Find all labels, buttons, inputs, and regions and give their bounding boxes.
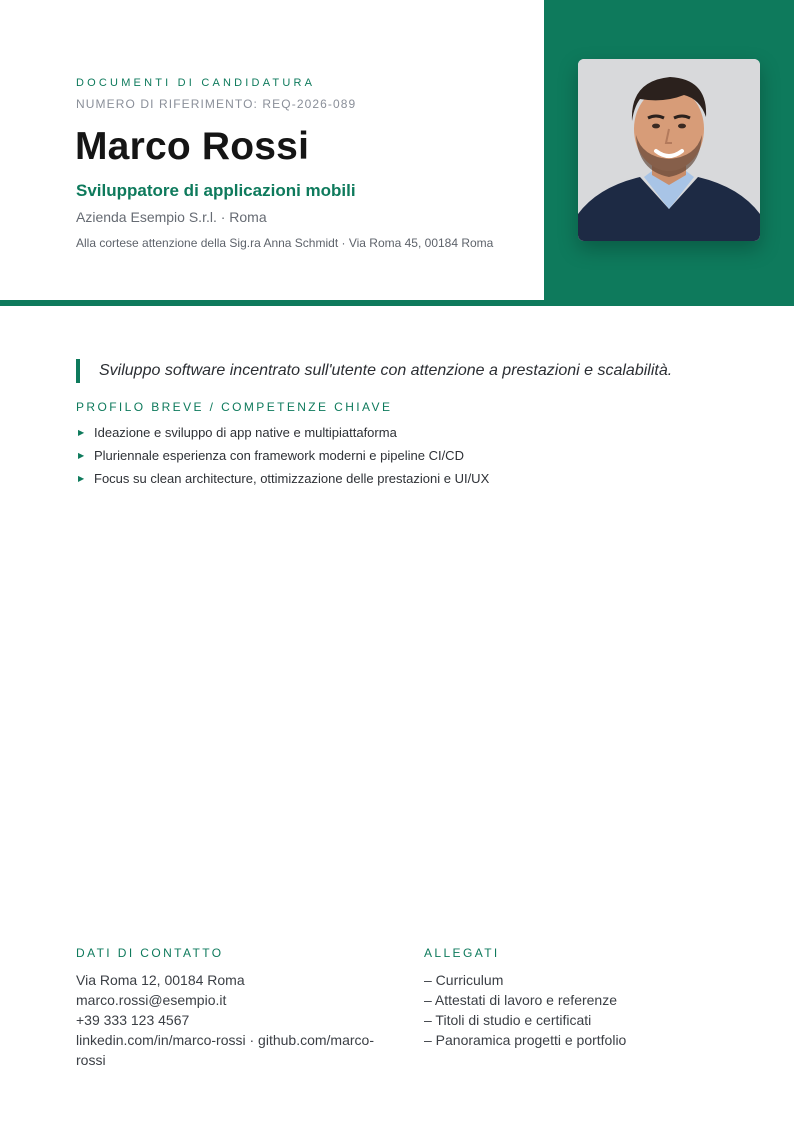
recipient-address: Alla cortese attenzione della Sig.ra Anna Schmidt · Via Roma 45, 00184 Roma	[76, 236, 494, 250]
list-item	[76, 447, 489, 470]
company-location: Azienda Esempio S.r.l. · Roma	[76, 209, 267, 225]
skill-text: Focus su clean architecture, ottimizzazione delle prestazioni e UI/UX	[94, 471, 490, 486]
contact-section-title: DATI DI CONTATTO	[76, 946, 224, 960]
skill-text: Ideazione e sviluppo di app native e multipiattaforma	[94, 425, 397, 440]
tagline-quote: Sviluppo software incentrato sull'utente con attenzione a prestazioni e scalabilità.	[76, 359, 739, 383]
bullet-arrow-icon: ▶	[78, 451, 85, 460]
contact-phone[interactable]: +39 333 123 4567	[76, 1012, 190, 1028]
attachment-item: – Panoramica progetti e portfolio	[424, 1032, 627, 1048]
attachment-item: – Attestati di lavoro e referenze	[424, 992, 617, 1008]
skill-text: Pluriennale esperienza con framework moderni e pipeline CI/CD	[94, 448, 464, 463]
job-title: Sviluppatore di applicazioni mobili	[76, 181, 356, 200]
header-divider	[0, 300, 794, 306]
attachments-list	[424, 970, 724, 1050]
skills-list	[76, 424, 489, 493]
applicant-name: Marco Rossi	[75, 125, 310, 168]
list-item	[76, 470, 489, 493]
portrait-image	[578, 59, 760, 241]
attachment-item: – Titoli di studio e certificati	[424, 1012, 592, 1028]
bullet-arrow-icon: ▶	[78, 474, 85, 483]
list-item	[76, 424, 489, 447]
bullet-arrow-icon: ▶	[78, 428, 85, 437]
attachment-item: – Curriculum	[424, 972, 504, 988]
profile-photo	[578, 59, 760, 241]
attachments-section-title: ALLEGATI	[424, 946, 500, 960]
reference-number: NUMERO DI RIFERIMENTO: REQ-2026-089	[76, 97, 357, 111]
contact-address: Via Roma 12, 00184 Roma	[76, 972, 245, 988]
profile-section-title: PROFILO BREVE / COMPETENZE CHIAVE	[76, 400, 393, 414]
contact-links[interactable]: linkedin.com/in/marco-rossi · github.com/marco-rossi	[76, 1032, 374, 1068]
contact-details	[76, 970, 376, 1070]
document-type-label: DOCUMENTI DI CANDIDATURA	[76, 77, 316, 89]
contact-email[interactable]: marco.rossi@esempio.it	[76, 992, 227, 1008]
